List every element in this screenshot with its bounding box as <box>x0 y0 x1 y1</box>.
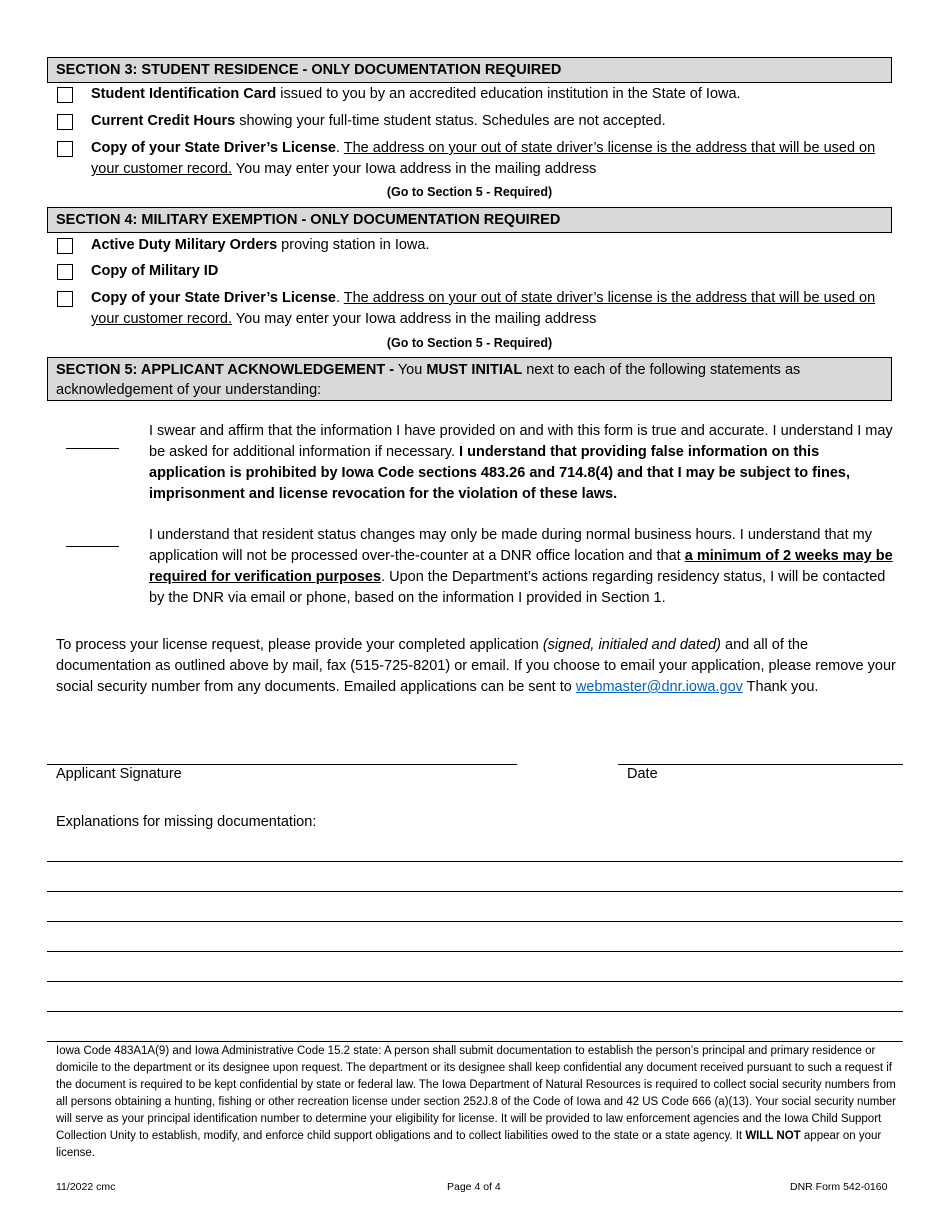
explanation-line[interactable] <box>47 921 903 922</box>
military-orders-checkbox[interactable] <box>57 238 73 254</box>
drivers-license-item-s3: Copy of your State Driver’s License. The address on your out of state driver’s license is the address that will be used on your customer record. You may enter your Iowa address in the mailing address <box>91 140 876 177</box>
section3-goto-note: (Go to Section 5 - Required) <box>386 185 553 199</box>
acknowledgement-1: I swear and affirm that the information I have provided on and with this form is true and accurate. I understand I may be asked for additional information if necessary. I understand that providing false information on this application is prohibited by Iowa Code sections 483.26 and 714.8(4) and that I may be subject to fines, imprisonment and license revocation for the violation of these laws. <box>149 423 893 502</box>
date-label: Date <box>627 766 658 782</box>
section4-header: SECTION 4: MILITARY EXEMPTION - ONLY DOCUMENTATION REQUIRED <box>47 207 892 233</box>
student-id-item: Student Identification Card issued to you by an accredited education institution in the State of Iowa. <box>91 86 741 102</box>
email-link[interactable]: webmaster@dnr.iowa.gov <box>575 679 743 695</box>
section4-goto-note: (Go to Section 5 - Required) <box>386 336 553 350</box>
form-revision-date: 11/2022 cmc <box>56 1181 116 1193</box>
page-number: Page 4 of 4 <box>447 1181 501 1193</box>
legal-notice: Iowa Code 483A1A(9) and Iowa Administrative Code 15.2 state: A person shall submit documentation to establish the person’s principal and primary residence or domicile to the department or its designee upon request. The department or its designee shall keep confidential any document received pursuant to such a request if the document is required to be kept confidential by state or federal law. The Iowa Department of Natural Resources is required to collect social security numbers from all persons obtaining a hunting, fishing or other recreation license under section 252J.8 of the Code of Iowa and 42 US Code 666 (a)(13). Your social security number will serve as your principal identification number to determine your eligibility for license. It will be provided to law enforcement agencies and the Iowa Child Support Collection Unity to establish, modify, and enforce child support obligations and to collect liabilities owed to the state or a state agency. It WILL NOT appear on your license. <box>56 1045 897 1159</box>
section3-header: SECTION 3: STUDENT RESIDENCE - ONLY DOCUMENTATION REQUIRED <box>47 57 892 83</box>
drivers-license-checkbox-s4[interactable] <box>57 291 73 307</box>
applicant-signature-label: Applicant Signature <box>56 766 182 782</box>
explanation-line[interactable] <box>47 951 903 952</box>
applicant-signature-line[interactable] <box>47 764 517 765</box>
section5-header: SECTION 5: APPLICANT ACKNOWLEDGEMENT - You MUST INITIAL next to each of the following statements as acknowledgement of your understanding: <box>47 357 892 401</box>
form-number: DNR Form 542-0160 <box>790 1181 888 1193</box>
explanation-line[interactable] <box>47 891 903 892</box>
date-line[interactable] <box>618 764 903 765</box>
credit-hours-item: Current Credit Hours showing your full-time student status. Schedules are not accepted. <box>91 113 666 129</box>
submission-instructions: To process your license request, please provide your completed application (signed, initialed and dated) and all of the documentation as outlined above by mail, fax (515-725-8201) or email. If you choose to email your application, please remove your social security number from any documents. Emailed applications can be sent to webmaster@dnr.iowa.gov Thank you. <box>56 637 896 695</box>
military-id-checkbox[interactable] <box>57 264 73 280</box>
initial-line-2[interactable] <box>66 546 119 547</box>
explanations-label: Explanations for missing documentation: <box>56 814 317 830</box>
military-orders-item: Active Duty Military Orders proving station in Iowa. <box>91 237 430 253</box>
student-id-checkbox[interactable] <box>57 87 73 103</box>
explanation-line[interactable] <box>47 1041 903 1042</box>
drivers-license-item-s4: Copy of your State Driver’s License. The address on your out of state driver’s license is the address that will be used on your customer record. You may enter your Iowa address in the mailing address <box>91 290 876 327</box>
military-id-item: Copy of Military ID <box>91 263 219 279</box>
explanation-line[interactable] <box>47 861 903 862</box>
credit-hours-checkbox[interactable] <box>57 114 73 130</box>
drivers-license-checkbox-s3[interactable] <box>57 141 73 157</box>
acknowledgement-2: I understand that resident status changes may only be made during normal business hours. I understand that my application will not be processed over-the-counter at a DNR office location and that a minimum of 2 weeks may be required for verification purposes. Upon the Department’s actions regarding residency status, I will be contacted by the DNR via email or phone, based on the information I provided in Section 1. <box>149 527 893 606</box>
explanation-line[interactable] <box>47 1011 903 1012</box>
explanation-line[interactable] <box>47 981 903 982</box>
initial-line-1[interactable] <box>66 448 119 449</box>
